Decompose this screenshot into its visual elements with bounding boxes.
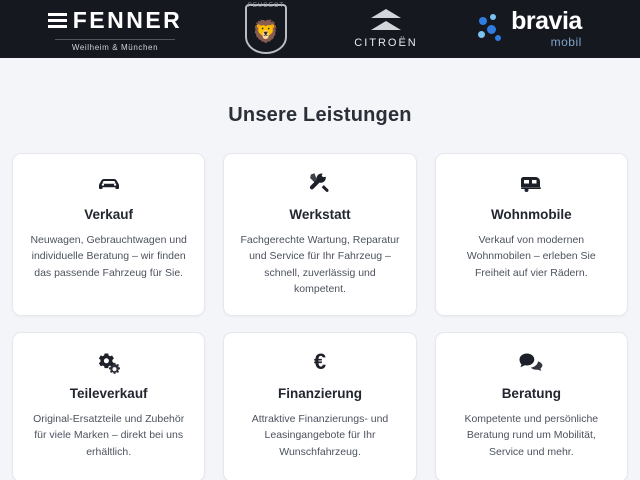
citroen-chevron-bottom <box>371 21 401 30</box>
gears-icon <box>27 350 190 374</box>
service-card-werkstatt[interactable] <box>223 153 416 316</box>
peugeot-shield-outline <box>245 4 287 54</box>
service-card-text: Kompetente und persönliche Beratung rund um Mobilität, Service und mehr. <box>464 413 599 458</box>
euro-icon: € <box>313 349 327 375</box>
fenner-logo-row <box>48 7 183 34</box>
fenner-bars-icon <box>48 13 67 28</box>
service-card-beratung[interactable] <box>435 332 628 480</box>
bravia-subtitle: mobil <box>550 35 582 49</box>
page-title: Unsere Leistungen <box>228 104 412 126</box>
service-card-finanzierung[interactable] <box>223 332 416 480</box>
service-card-title: Beratung <box>501 386 561 402</box>
site-header <box>0 0 640 58</box>
service-card-text: Attraktive Finanzierungs- und Leasingangebote für Ihr Wunschfahrzeug. <box>251 413 389 458</box>
fenner-subtitle: Weilheim & München <box>55 39 175 52</box>
bravia-text-block <box>511 9 582 49</box>
peugeot-wordmark: PEUGEOT <box>247 3 285 9</box>
main-content <box>0 104 640 480</box>
service-card-text: Original-Ersatzteile und Zubehör für viele Marken – direkt bei uns erhältlich. <box>33 413 185 458</box>
service-card-title: Teileverkauf <box>69 386 148 402</box>
chat-bubbles-icon <box>450 350 613 374</box>
service-card-title: Werkstatt <box>289 207 351 222</box>
service-card-title: Verkauf <box>84 207 134 222</box>
services-grid <box>12 153 628 480</box>
service-card-text: Verkauf von modernen Wohnmobilen – erleben Sie Freiheit auf vier Rädern. <box>466 234 596 279</box>
service-card-wohnmobile[interactable] <box>435 153 628 316</box>
peugeot-lion-icon: 🦁 <box>252 19 280 44</box>
bravia-dots-icon <box>478 14 504 44</box>
brand-logo-bravia[interactable] <box>452 0 608 58</box>
caravan-icon <box>450 171 613 195</box>
citroen-chevron-top <box>371 9 401 18</box>
fenner-wordmark: FENNER <box>72 6 183 33</box>
service-card-verkauf[interactable] <box>12 153 205 316</box>
citroen-chevrons-icon <box>371 9 401 30</box>
bravia-logo-row <box>478 9 582 49</box>
car-icon <box>27 171 190 195</box>
peugeot-shield-icon <box>245 4 287 54</box>
service-card-teileverkauf[interactable] <box>12 332 205 480</box>
service-card-title: Wohnmobile <box>490 207 572 222</box>
service-card-text: Fachgerechte Wartung, Reparatur und Service für Ihr Fahrzeug – schnell, zuverlässig und kompetent. <box>240 234 400 295</box>
brand-logo-fenner[interactable] <box>40 0 190 58</box>
service-card-title: Finanzierung <box>277 386 362 402</box>
citroen-wordmark: CITROËN <box>354 37 418 49</box>
service-card-text: Neuwagen, Gebrauchtwagen und individuelle Beratung – wir finden das passende Fahrzeug für Sie. <box>30 234 187 279</box>
bravia-wordmark: bravia <box>511 7 582 35</box>
tools-icon <box>238 171 401 195</box>
brand-logo-peugeot[interactable] <box>228 0 304 58</box>
brand-logo-citroen[interactable] <box>338 0 434 58</box>
